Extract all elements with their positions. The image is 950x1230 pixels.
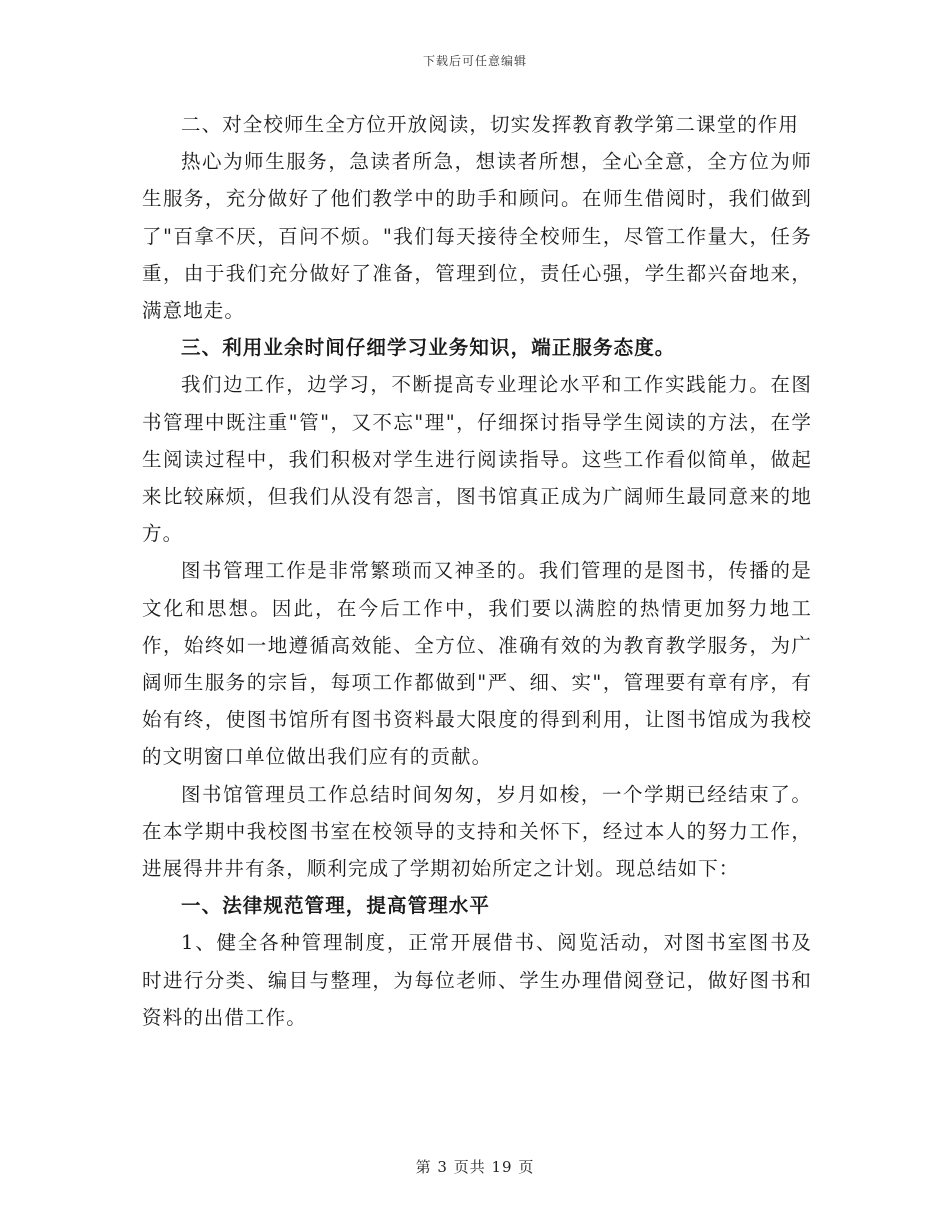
page-header: 下载后可任意编辑	[422, 54, 527, 68]
section-heading-3: 三、利用业余时间仔细学习业务知识，端正服务态度。	[181, 336, 676, 360]
paragraph-service: 热心为师生服务，急读者所急，想读者所想，全心全意，全方位为师生服务，充分做好了他们教学中的助手和顾问。在师生借阅时，我们做到了"百拿不厌，百问不烦。"我们每天接待全校师生，尽管工作量大，任务重，由于我们充分做好了准备，管理到位，责任心强，学生都兴奋地来，满意地走。	[142, 150, 812, 323]
paragraph-study: 我们边工作，边学习，不断提高专业理论水平和工作实践能力。在图书管理中既注重"管"，又不忘"理"，仔细探讨指导学生阅读的方法，在学生阅读过程中，我们积极对学生进行阅读指导。这些工作看似简单，做起来比较麻烦，但我们从没有怨言，图书馆真正成为广阔师生最同意来的地方。	[142, 373, 812, 546]
page-footer: 第 3 页共 19 页	[415, 1158, 535, 1176]
section-heading-2: 二、对全校师生全方位开放阅读，切实发挥教育教学第二课堂的作用	[181, 113, 800, 136]
paragraph-management: 图书管理工作是非常繁琐而又神圣的。我们管理的是图书，传播的是文化和思想。因此，在今后工作中，我们要以满腔的热情更加努力地工作，始终如一地遵循高效能、全方位、准确有效的为教育教学服务，为广阔师生服务的宗旨，每项工作都做到"严、细、实"，管理要有章有序，有始有终，使图书馆所有图书资料最大限度的得到利用，让图书馆成为我校的文明窗口单位做出我们应有的贡献。	[142, 559, 812, 769]
document-body	[142, 106, 812, 1036]
section-heading-1: 一、法律规范管理，提高管理水平	[181, 894, 491, 918]
paragraph-item-1: 1、健全各种管理制度，正常开展借书、阅览活动，对图书室图书及时进行分类、编目与整理，为每位老师、学生办理借阅登记，做好图书和资料的出借工作。	[142, 931, 812, 1029]
paragraph-summary-intro: 图书馆管理员工作总结时间匆匆，岁月如梭，一个学期已经结束了。在本学期中我校图书室在校领导的支持和关怀下，经过本人的努力工作，进展得井井有条，顺利完成了学期初始所定之计划。现总结如下：	[142, 782, 812, 881]
